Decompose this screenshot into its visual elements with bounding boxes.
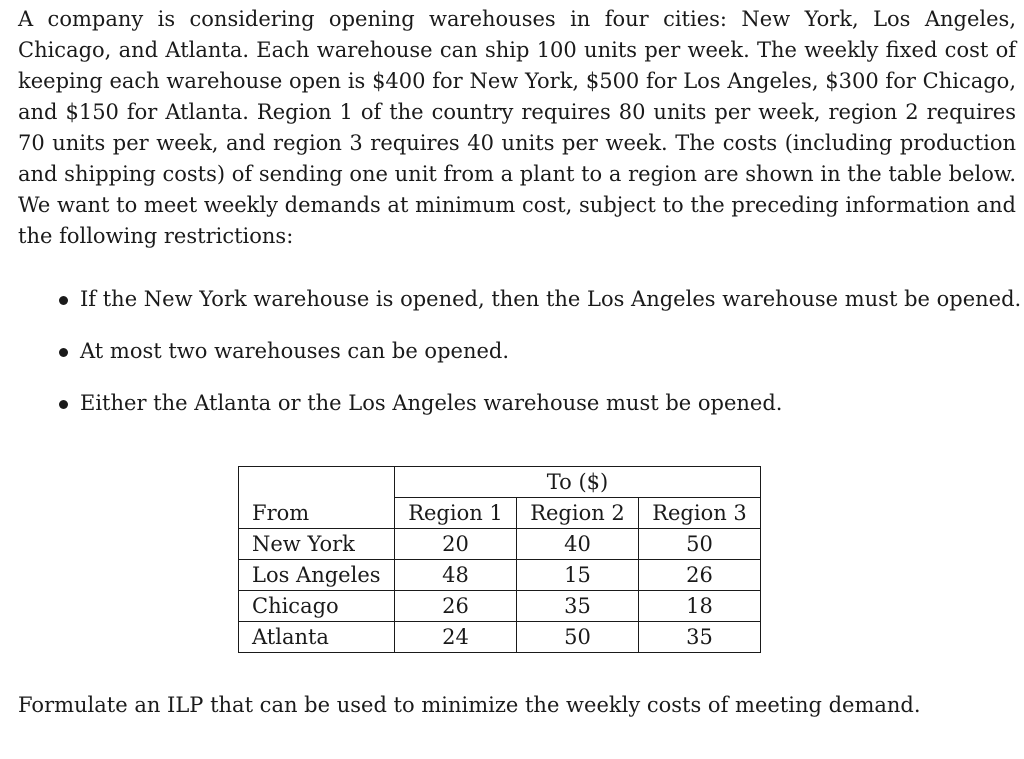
column-header-region-1: Region 1	[395, 498, 517, 529]
restriction-item	[18, 388, 1016, 419]
cost-cell: 50	[639, 529, 761, 560]
problem-closing: Formulate an ILP that can be used to minimize the weekly costs of meeting demand.	[18, 693, 921, 717]
restriction-text: At most two warehouses can be opened.	[80, 339, 510, 363]
cost-cell: 26	[395, 591, 517, 622]
cost-cell: 20	[395, 529, 517, 560]
column-header-region-3: Region 3	[639, 498, 761, 529]
cost-cell: 26	[639, 560, 761, 591]
bullet-dot-icon	[59, 348, 68, 357]
city-cell: Los Angeles	[239, 560, 395, 591]
column-header-region-2: Region 2	[517, 498, 639, 529]
cost-cell: 35	[517, 591, 639, 622]
city-cell: New York	[239, 529, 395, 560]
restriction-text: If the New York warehouse is opened, then the Los Angeles warehouse must be opened.	[80, 287, 1022, 311]
table-row	[239, 529, 761, 560]
cost-cell: 40	[517, 529, 639, 560]
cost-cell: 18	[639, 591, 761, 622]
table-row	[239, 560, 761, 591]
cost-cell: 50	[517, 622, 639, 653]
cost-table	[238, 466, 761, 653]
to-header: To ($)	[395, 467, 761, 498]
restriction-item	[18, 336, 1016, 367]
from-header: From	[239, 498, 395, 529]
bullet-dot-icon	[59, 400, 68, 409]
cost-table-wrapper	[238, 466, 761, 653]
restriction-item	[18, 284, 1022, 315]
table-column-header-row	[239, 498, 761, 529]
city-cell: Atlanta	[239, 622, 395, 653]
table-corner-cell	[239, 467, 395, 498]
cost-cell: 24	[395, 622, 517, 653]
problem-intro: A company is considering opening warehouses in four cities: New York, Los Angeles, Chicago, and Atlanta. Each warehouse can ship 100 units per week. The weekly fixed cost of keeping each warehouse open is $400 for New York, $500 for Los Angeles, $300 for Chicago, and $150 for Atlanta. Region 1 of the country requires 80 units per week, region 2 requires 70 units per week, and region 3 requires 40 units per week. The costs (including production and shipping costs) of sending one unit from a plant to a region are shown in the table below. We want to meet weekly demands at minimum cost, subject to the preceding information and the following restrictions:	[18, 7, 1016, 248]
table-header-row	[239, 467, 761, 498]
restrictions-list	[18, 284, 1022, 419]
table-row	[239, 591, 761, 622]
bullet-dot-icon	[59, 296, 68, 305]
cost-cell: 15	[517, 560, 639, 591]
restriction-text: Either the Atlanta or the Los Angeles warehouse must be opened.	[80, 391, 783, 415]
cost-cell: 35	[639, 622, 761, 653]
cost-cell: 48	[395, 560, 517, 591]
city-cell: Chicago	[239, 591, 395, 622]
table-row	[239, 622, 761, 653]
